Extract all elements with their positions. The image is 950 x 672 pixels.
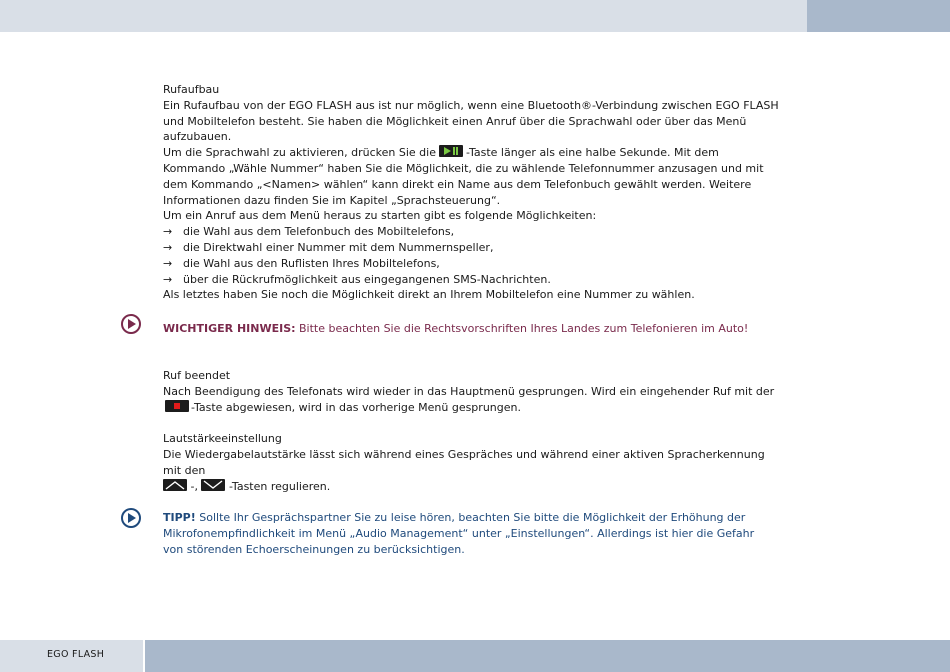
ruf-beendet-text [163,384,783,416]
list-item-text: die Direktwahl einer Nummer mit dem Nummernspeller, [183,240,494,254]
list-item-text: über die Rückrufmöglichkeit aus eingegangenen SMS-Nachrichten. [183,272,551,286]
volume-up-key-icon [163,479,187,491]
lautstaerke-text-after: -Tasten regulieren. [225,479,331,493]
list-item-text: die Wahl aus dem Telefonbuch des Mobiltelefons, [183,225,455,239]
list-item-text: die Wahl aus den Ruflisten Ihres Mobiltelefons, [183,256,440,270]
rufaufbau-heading: Rufaufbau [163,83,220,96]
list-item [163,272,783,288]
tipp-label: TIPP! [163,511,196,524]
rufaufbau-paragraph-3: Um ein Anruf aus dem Menü heraus zu starten gibt es folgende Möglichkeiten: [163,209,597,223]
arrow-right-icon: → [163,272,173,286]
tipp-note [163,510,763,557]
play-circle-icon [121,508,141,528]
rufaufbau-paragraph-2 [163,145,783,208]
list-item [163,224,783,240]
footer-bar-right [145,640,950,672]
lautstaerke-keys [163,479,783,495]
lautstaerke-separator: -, [187,479,202,493]
list-item [163,240,783,256]
ruf-beendet-text-after: -Taste abgewiesen, wird in das vorherige Menü gesprungen. [191,400,521,414]
hinweis-label: WICHTIGER HINWEIS: [163,322,296,335]
arrow-right-icon: → [163,256,173,270]
lautstaerke-heading: Lautstärkeeinstellung [163,432,282,446]
header-bar [0,0,807,32]
rufaufbau-section [163,82,783,303]
para2-text-before: Um die Sprachwahl zu aktivieren, drücken Sie die [163,146,436,160]
footer-brand: EGO FLASH [47,649,105,660]
tipp-text: Sollte Ihr Gesprächspartner Sie zu leise hören, beachten Sie bitte die Möglichkeit der Erhöhung der Mikrofonempfindlichkeit im Menü „Audio Management“ unter „Einstellungen“. Allerdings ist hier die Gefahr von störenden Echoerscheinungen zu berücksichtigen. [163,511,755,556]
lautstaerke-text: Die Wiedergabelautstärke lässt sich während eines Gespräches und während einer aktiven Spracherkennung mit den [163,448,765,477]
play-pause-key-icon [439,145,463,157]
para2-text-after: -Taste länger als eine halbe Sekunde. Mit dem Kommando „Wähle Nummer“ haben Sie die Möglichkeit, die zu wählende Telefonnummer anzusagen und mit dem Kommando „<Namen> wählen“ kann direkt ein Name aus dem Telefonbuch gewählt werden. Weitere Informationen dazu finden Sie im Kapitel „Sprachsteuerung“. [163,146,764,207]
hinweis-text: Bitte beachten Sie die Rechtsvorschriften Ihres Landes zum Telefonieren im Auto! [295,322,749,335]
ruf-beendet-section [163,368,783,495]
hinweis-note [163,321,783,337]
rufaufbau-paragraph-4: Als letztes haben Sie noch die Möglichkeit direkt an Ihrem Mobiltelefon eine Nummer zu wählen. [163,288,695,302]
ruf-beendet-text-before: Nach Beendigung des Telefonats wird wieder in das Hauptmenü gesprungen. Wird ein eingehender Ruf mit der [163,384,775,398]
list-item [163,256,783,272]
end-call-key-icon [165,400,189,412]
arrow-right-icon: → [163,240,173,254]
header-accent-bar [807,0,950,32]
rufaufbau-paragraph-1: Ein Rufaufbau von der EGO FLASH aus ist nur möglich, wenn eine Bluetooth®-Verbindung zwischen EGO FLASH und Mobiltelefon besteht. Sie haben die Möglichkeit einen Anruf über die Sprachwahl oder über das Menü aufzubauen. [163,98,779,144]
arrow-right-icon: → [163,225,173,239]
ruf-beendet-heading: Ruf beendet [163,369,231,382]
volume-down-key-icon [201,479,225,491]
play-circle-icon [121,314,141,334]
